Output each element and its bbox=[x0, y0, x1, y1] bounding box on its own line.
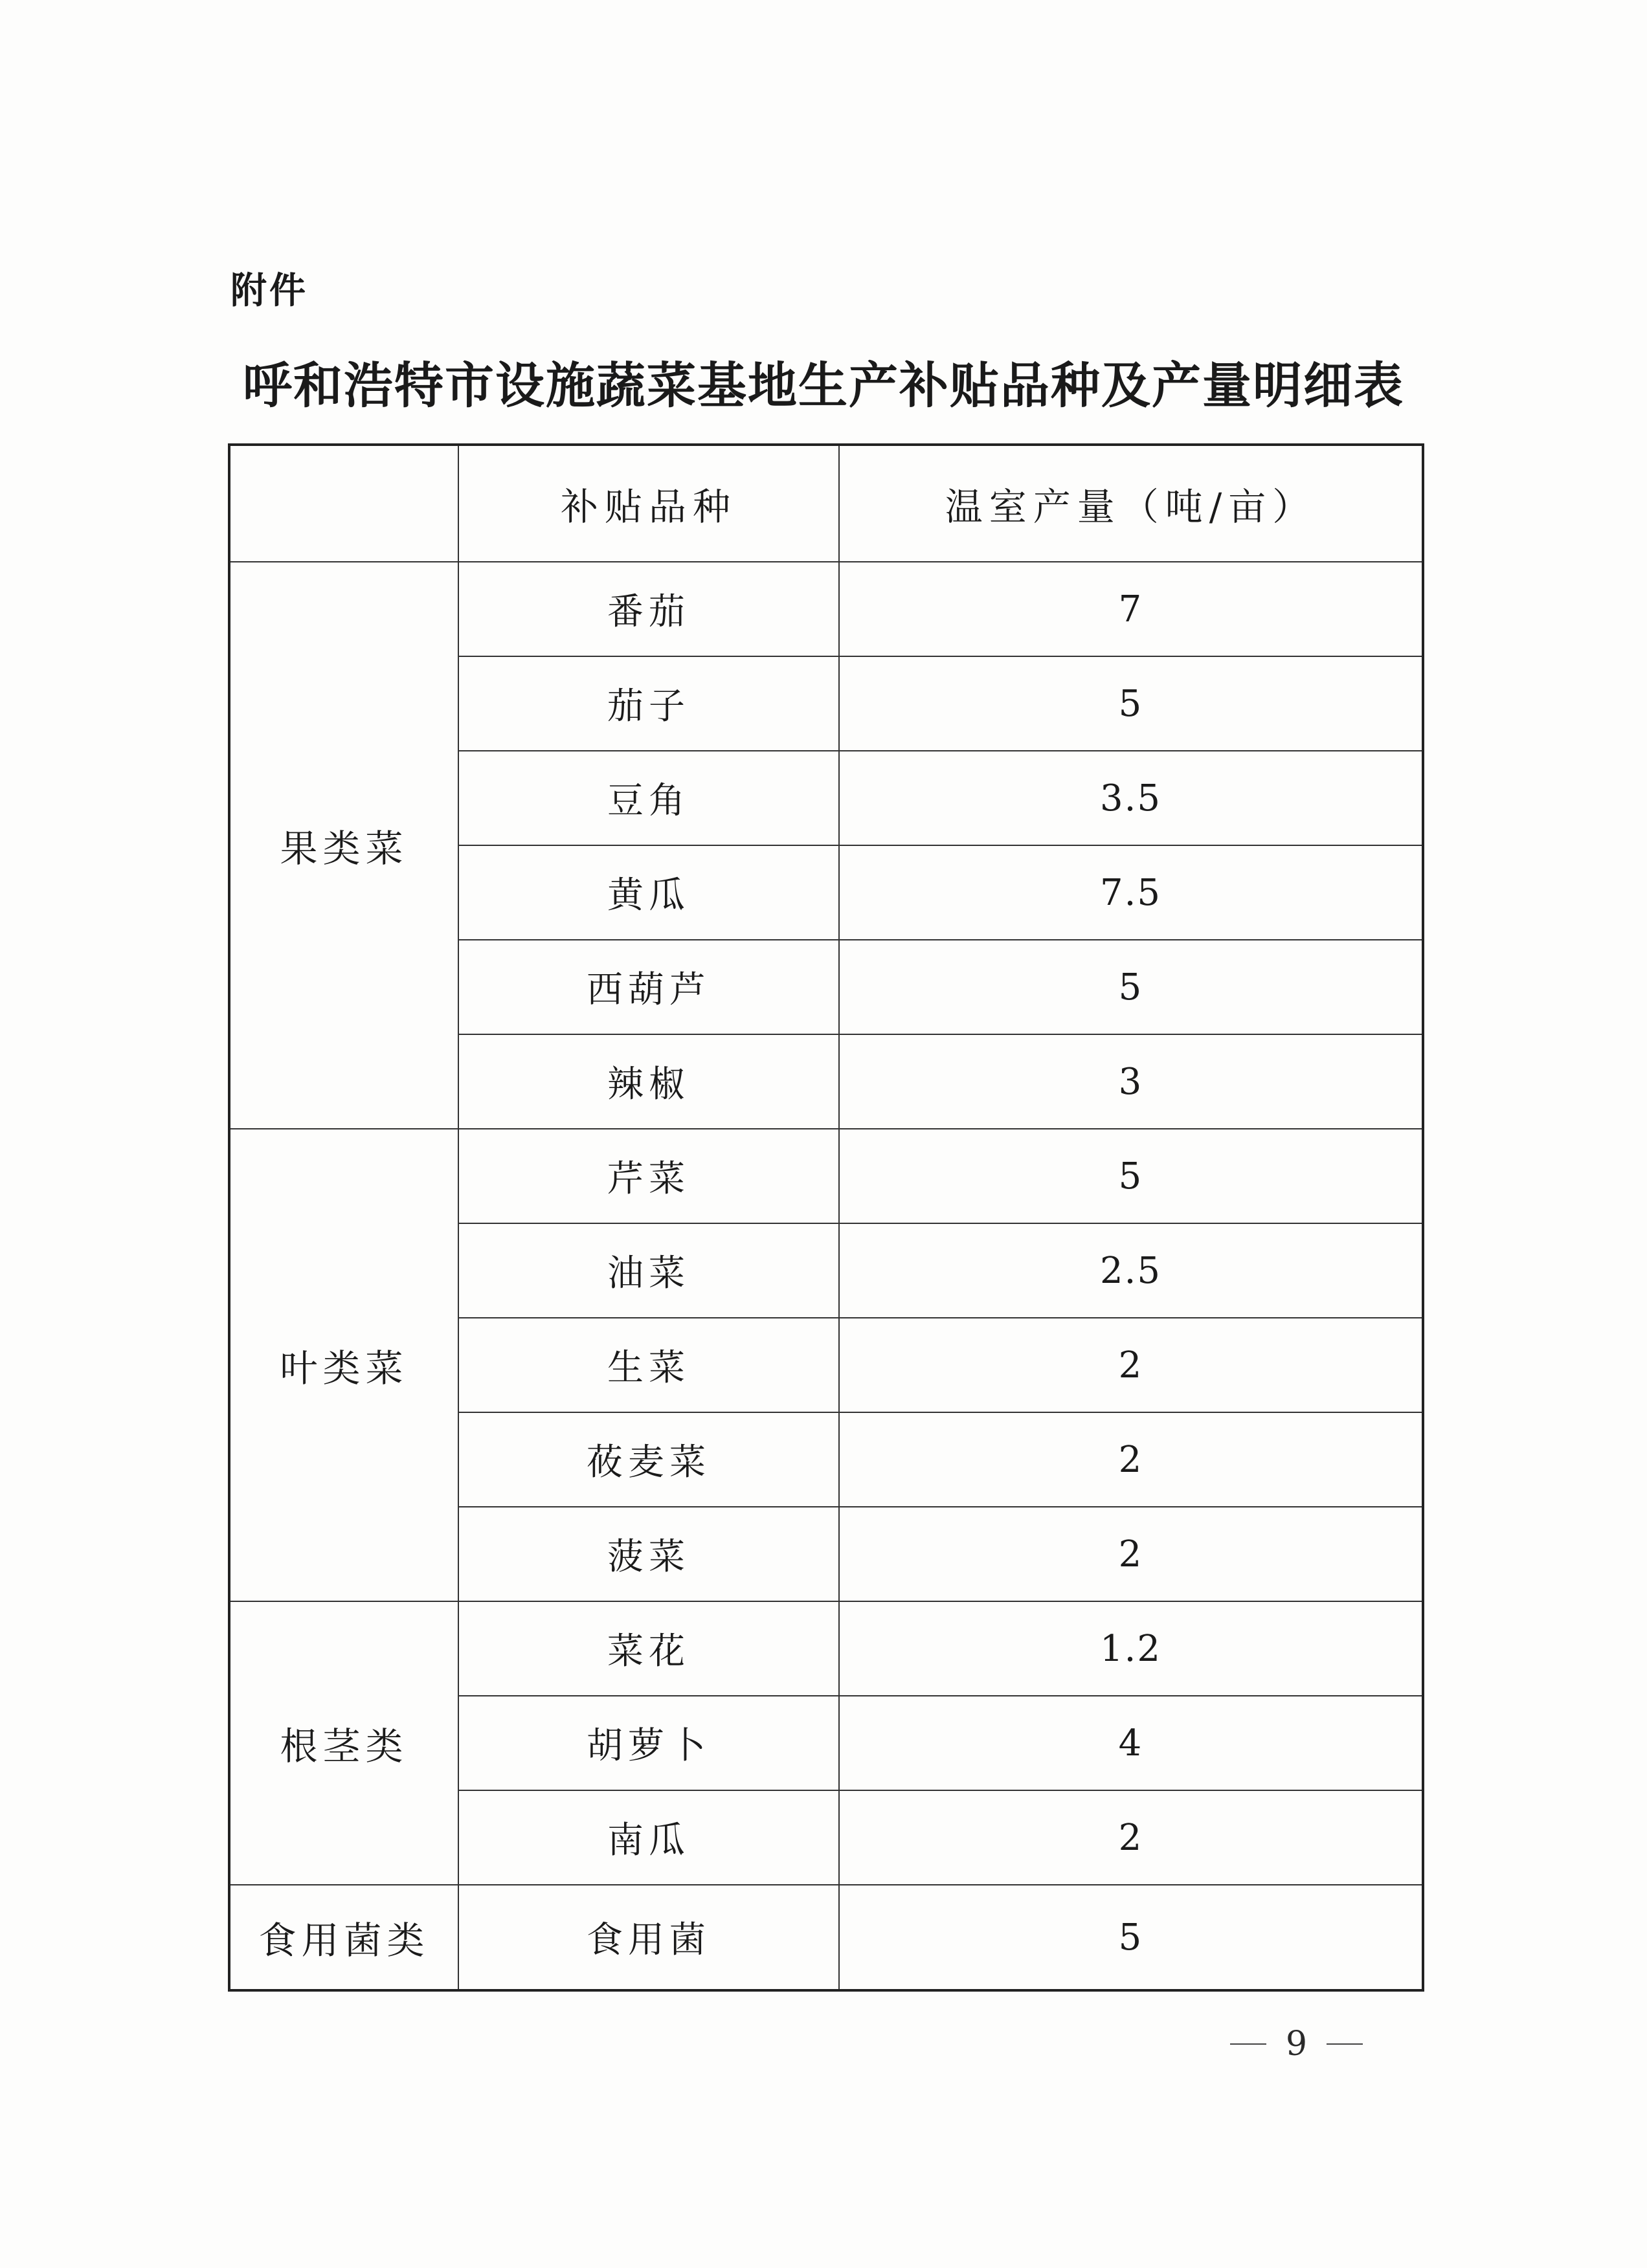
variety-cell: 莜麦菜 bbox=[458, 1412, 839, 1507]
variety-cell: 生菜 bbox=[458, 1318, 839, 1412]
variety-cell: 黄瓜 bbox=[458, 845, 839, 940]
variety-cell: 番茄 bbox=[458, 562, 839, 656]
table-row bbox=[229, 562, 1423, 656]
yield-cell: 5 bbox=[839, 940, 1423, 1034]
left-dash bbox=[1230, 2043, 1266, 2045]
yield-cell: 1.2 bbox=[839, 1601, 1423, 1696]
header-variety: 补贴品种 bbox=[458, 445, 839, 562]
header-yield: 温室产量（吨/亩） bbox=[839, 445, 1423, 562]
yield-cell: 5 bbox=[839, 1885, 1423, 1990]
variety-cell: 茄子 bbox=[458, 656, 839, 751]
subsidy-table bbox=[228, 443, 1424, 1992]
yield-cell: 2 bbox=[839, 1790, 1423, 1885]
variety-cell: 辣椒 bbox=[458, 1034, 839, 1129]
yield-cell: 5 bbox=[839, 1129, 1423, 1223]
right-dash bbox=[1327, 2043, 1363, 2045]
variety-cell: 菜花 bbox=[458, 1601, 839, 1696]
yield-cell: 2.5 bbox=[839, 1223, 1423, 1318]
document-title: 呼和浩特市设施蔬菜基地生产补贴品种及产量明细表 bbox=[243, 357, 1404, 414]
yield-cell: 4 bbox=[839, 1696, 1423, 1790]
table-row bbox=[229, 1129, 1423, 1223]
variety-cell: 胡萝卜 bbox=[458, 1696, 839, 1790]
page-number: 9 bbox=[1286, 2025, 1308, 2063]
variety-cell: 豆角 bbox=[458, 751, 839, 845]
category-cell: 食用菌类 bbox=[229, 1885, 458, 1990]
category-cell: 叶类菜 bbox=[229, 1129, 458, 1601]
table-header-row bbox=[229, 445, 1423, 562]
category-cell: 果类菜 bbox=[229, 562, 458, 1129]
yield-cell: 2 bbox=[839, 1507, 1423, 1601]
annex-label: 附件 bbox=[230, 270, 308, 312]
yield-cell: 7.5 bbox=[839, 845, 1423, 940]
page-footer bbox=[1230, 2025, 1363, 2063]
variety-cell: 芹菜 bbox=[458, 1129, 839, 1223]
variety-cell: 西葫芦 bbox=[458, 940, 839, 1034]
variety-cell: 食用菌 bbox=[458, 1885, 839, 1990]
variety-cell: 油菜 bbox=[458, 1223, 839, 1318]
yield-cell: 7 bbox=[839, 562, 1423, 656]
yield-cell: 2 bbox=[839, 1318, 1423, 1412]
header-category bbox=[229, 445, 458, 562]
yield-cell: 3 bbox=[839, 1034, 1423, 1129]
variety-cell: 菠菜 bbox=[458, 1507, 839, 1601]
variety-cell: 南瓜 bbox=[458, 1790, 839, 1885]
yield-cell: 5 bbox=[839, 656, 1423, 751]
yield-cell: 2 bbox=[839, 1412, 1423, 1507]
category-cell: 根茎类 bbox=[229, 1601, 458, 1885]
table-row bbox=[229, 1885, 1423, 1990]
table-row bbox=[229, 1601, 1423, 1696]
yield-cell: 3.5 bbox=[839, 751, 1423, 845]
